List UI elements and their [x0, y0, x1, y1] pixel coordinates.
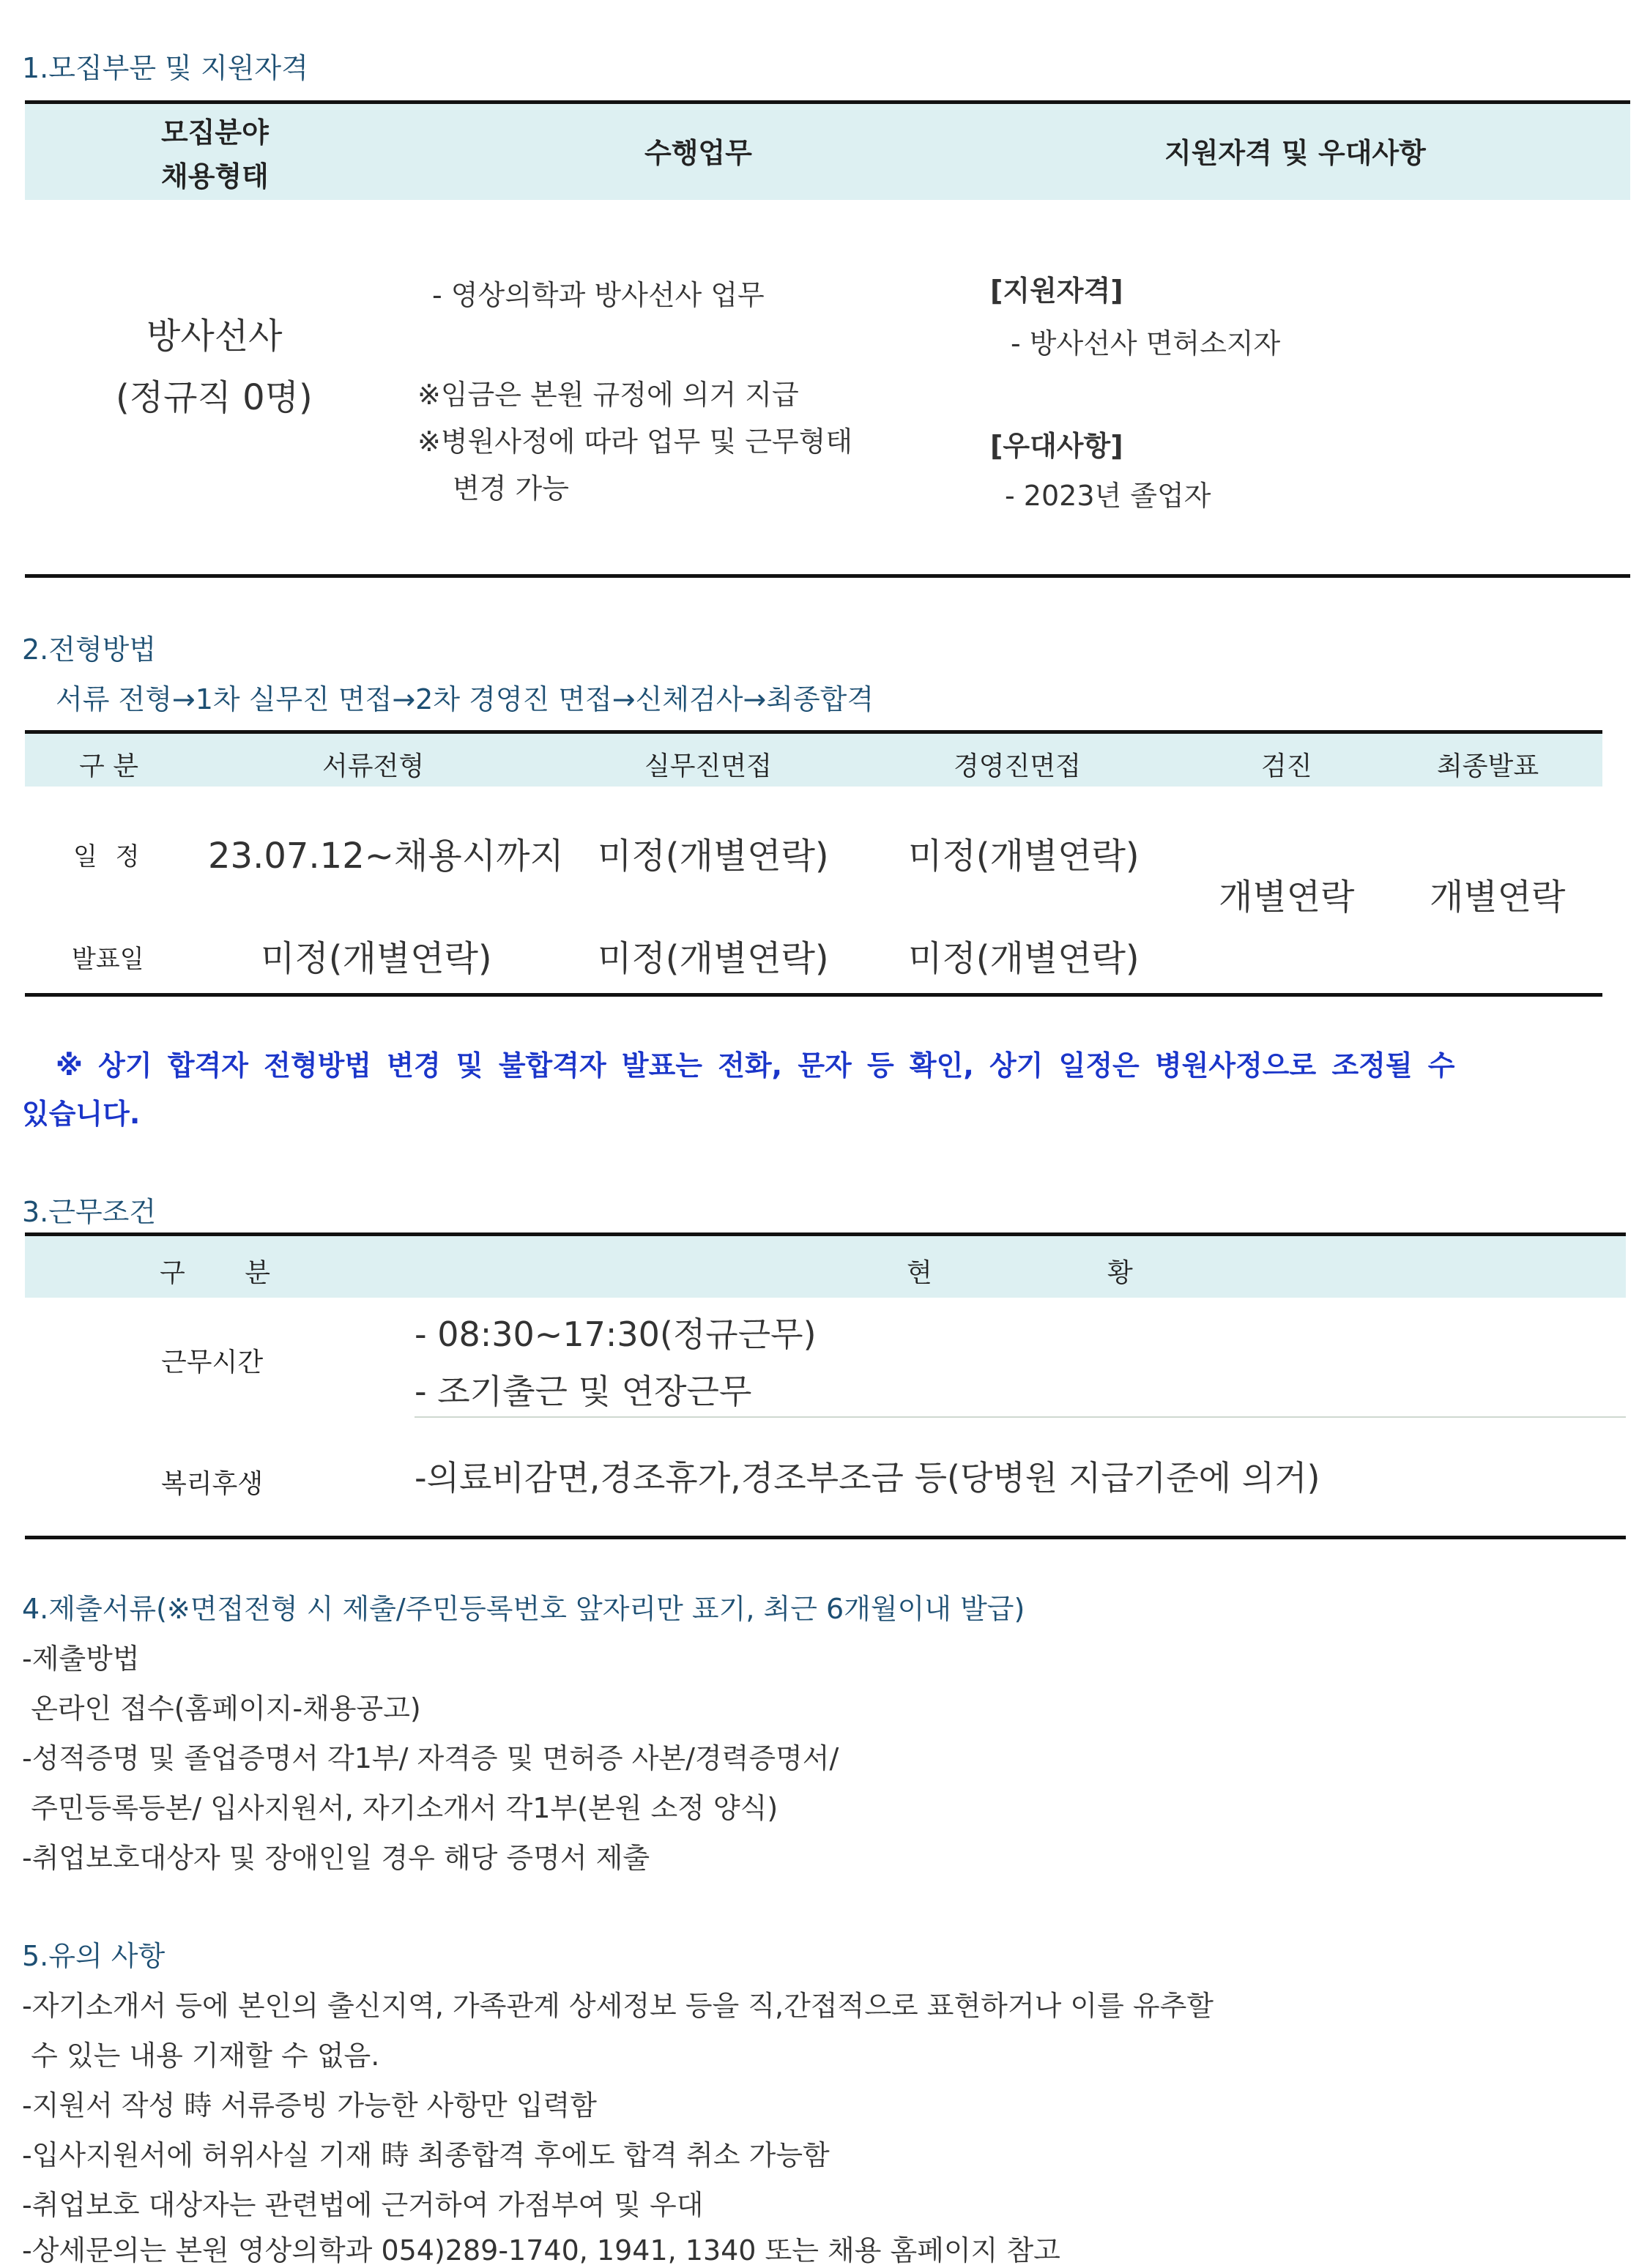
notes-line-4: -입사지원서에 허위사실 기재 時 최종합격 후에도 합격 취소 가능함: [22, 2139, 830, 2171]
welfare-label: 복리후생: [161, 1469, 264, 1499]
section-3-title: 3.근무조건: [22, 1196, 157, 1228]
selection-notice-line2: 있습니다.: [22, 1098, 141, 1130]
notes-line-1: -자기소개서 등에 본인의 출신지역, 가족관계 상세정보 등을 직,간접적으로 표현하거나 이를 유추할: [22, 1990, 1214, 2022]
working-hours-regular: - 08:30~17:30(정규근무): [415, 1315, 817, 1354]
announcement-executive-interview: 미정(개별연락): [908, 938, 1140, 979]
header-status-b: 황: [1107, 1258, 1133, 1288]
announcement-staff-interview: 미정(개별연락): [598, 938, 829, 979]
header-health-check: 검진: [1261, 751, 1312, 781]
row-divider: [415, 1416, 1626, 1418]
note-wage: ※임금은 본원 규정에 의거 지급: [417, 379, 799, 411]
header-document-screening: 서류전형: [322, 751, 425, 781]
notes-line-5: -취업보호 대상자는 관련법에 근거하여 가점부여 및 우대: [22, 2189, 704, 2221]
preference-heading: [우대사항]: [990, 430, 1123, 462]
employment-type: (정규직 0명): [116, 377, 313, 418]
note-change-cont: 변경 가능: [453, 472, 569, 505]
header-status-a: 현: [907, 1258, 932, 1288]
header-field-line1: 모집분야: [161, 116, 269, 149]
health-check-contact: 개별연락: [1219, 877, 1355, 918]
documents-line-1: -제출방법: [22, 1643, 140, 1675]
notes-line-3: -지원서 작성 時 서류증빙 가능한 사항만 입력함: [22, 2089, 597, 2122]
final-announcement-contact: 개별연락: [1430, 877, 1566, 918]
documents-line-4: 주민등록등본/ 입사지원서, 자기소개서 각1부(본원 소정 양식): [22, 1792, 778, 1824]
header-field-line2: 채용형태: [161, 160, 269, 193]
section-2-title: 2.전형방법: [22, 633, 157, 666]
section-4-title: 4.제출서류(※면접전형 시 제출/주민등록번호 앞자리만 표기, 최근 6개월이내 발급): [22, 1593, 1025, 1625]
table-1-bottom-rule: [25, 574, 1630, 578]
header-duty: 수행업무: [644, 137, 752, 169]
header-executive-interview: 경영진면접: [954, 751, 1081, 781]
working-hours-label: 근무시간: [161, 1347, 264, 1377]
schedule-document: 23.07.12~채용시까지: [208, 836, 564, 877]
section-1-title: 1.모집부문 및 지원자격: [22, 52, 308, 84]
notes-line-6: -상세문의는 본원 영상의학과 054)289-1740, 1941, 1340 또는 채용 홈페이지 참고: [22, 2234, 1060, 2267]
announcement-document: 미정(개별연락): [261, 938, 492, 979]
header-qualification: 지원자격 및 우대사항: [1164, 137, 1426, 169]
documents-line-3: -성적증명 및 졸업증명서 각1부/ 자격증 및 면허증 사본/경력증명서/: [22, 1742, 839, 1774]
schedule-executive-interview: 미정(개별연락): [908, 836, 1140, 877]
row-schedule-label: 일 정: [73, 842, 140, 871]
table-2-header: [25, 734, 1602, 787]
welfare-value: -의료비감면,경조휴가,경조부조금 등(당병원 지급기준에 의거): [415, 1458, 1320, 1498]
section-5-title: 5.유의 사항: [22, 1940, 166, 1972]
notes-line-2: 수 있는 내용 기재할 수 없음.: [22, 2040, 380, 2072]
row-announcement-label: 발표일: [72, 945, 144, 974]
header-final-announcement: 최종발표: [1437, 751, 1539, 781]
qualification-item: - 방사선사 면허소지자: [1011, 327, 1281, 360]
preference-item: - 2023년 졸업자: [1005, 480, 1211, 512]
header-staff-interview: 실무진면접: [644, 751, 772, 781]
documents-line-2: 온라인 접수(홈페이지-채용공고): [22, 1692, 421, 1725]
header-conditions-category: 구 분: [160, 1258, 270, 1288]
table-3-bottom-rule: [25, 1536, 1626, 1539]
schedule-staff-interview: 미정(개별연락): [598, 836, 829, 877]
selection-flow: 서류 전형→1차 실무진 면접→2차 경영진 면접→신체검사→최종합격: [56, 683, 874, 715]
header-category: 구 분: [79, 751, 138, 781]
documents-line-5: -취업보호대상자 및 장애인일 경우 해당 증명서 제출: [22, 1842, 650, 1874]
qualification-heading: [지원자격]: [990, 275, 1123, 307]
field-name: 방사선사: [146, 316, 283, 357]
table-2-bottom-rule: [25, 993, 1602, 997]
duty-text: - 영상의학과 방사선사 업무: [432, 279, 765, 311]
selection-notice-line1: ※ 상기 합격자 전형방법 변경 및 불합격자 발표는 전화, 문자 등 확인, 상기 일정은 병원사정으로 조정될 수: [56, 1049, 1455, 1082]
working-hours-overtime: - 조기출근 및 연장근무: [415, 1372, 752, 1411]
note-change: ※병원사정에 따라 업무 및 근무형태: [417, 425, 853, 458]
